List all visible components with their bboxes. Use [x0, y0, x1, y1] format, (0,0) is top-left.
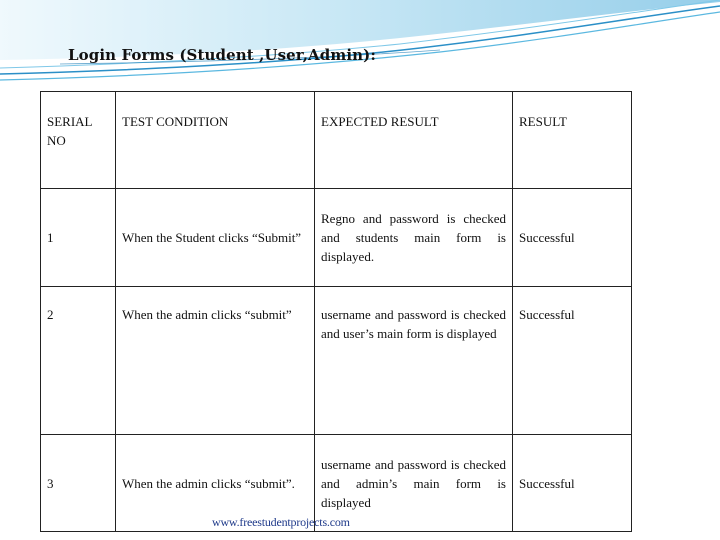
expected-cell: Regno and password is checked and students main form is displayed.: [315, 189, 513, 287]
header-result: RESULT: [513, 92, 632, 189]
table-row: [41, 189, 632, 287]
expected-cell: username and password is checked and admin’s main form is displayed: [315, 435, 513, 532]
table-row: [41, 287, 632, 435]
result-cell: Successful: [513, 287, 632, 435]
condition-cell: When the admin clicks “submit”.: [116, 435, 315, 532]
result-cell: Successful: [513, 435, 632, 532]
footer-website: www.freestudentprojects.com: [212, 515, 350, 529]
result-cell: Successful: [513, 189, 632, 287]
header-expected-result: EXPECTED RESULT: [315, 92, 513, 189]
header-serial-no: SERIAL NO: [41, 92, 116, 189]
header-test-condition: TEST CONDITION: [116, 92, 315, 189]
serial-cell: 3: [41, 435, 116, 532]
test-case-table: [40, 91, 632, 532]
page-heading: Login Forms (Student ,User,Admin):: [68, 46, 376, 64]
serial-cell: 1: [41, 189, 116, 287]
decorative-wave-banner: [0, 0, 720, 90]
serial-cell: 2: [41, 287, 116, 435]
expected-cell: username and password is checked and user’s main form is displayed: [315, 287, 513, 435]
condition-cell: When the admin clicks “submit”: [116, 287, 315, 435]
condition-cell: When the Student clicks “Submit”: [116, 189, 315, 287]
table-header-row: [41, 92, 632, 189]
